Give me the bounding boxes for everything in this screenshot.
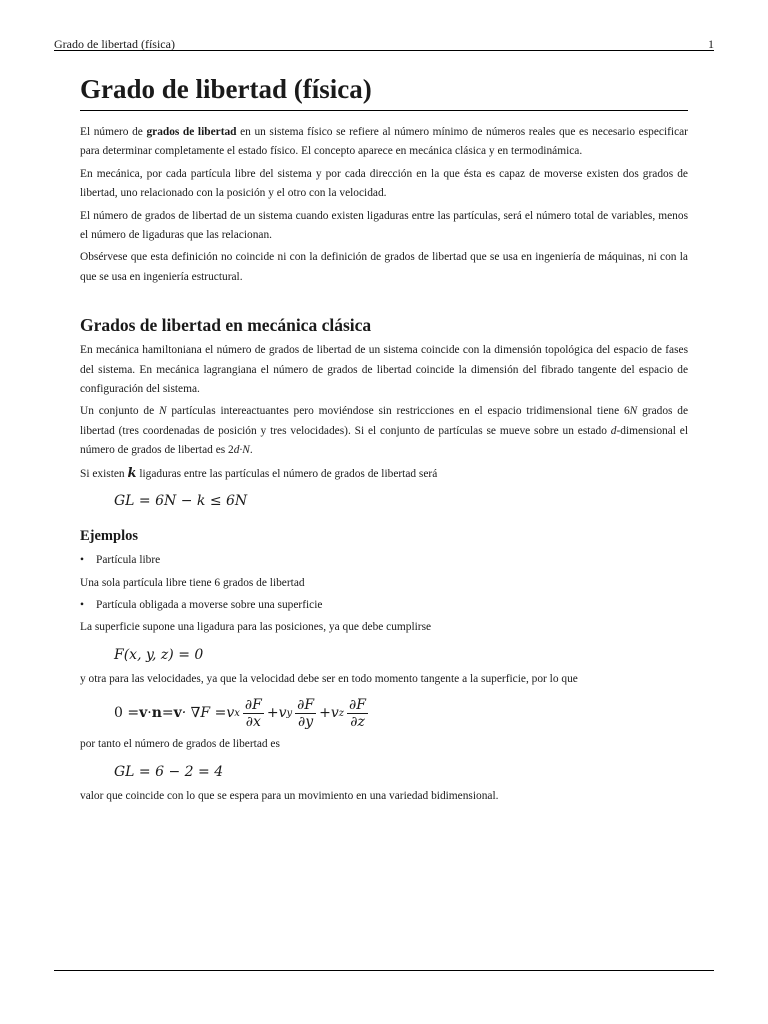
article-body [80, 72, 688, 809]
example-text-1: Una sola partícula libre tiene 6 grados de libertad [80, 576, 305, 589]
text: partículas intereactuantes pero moviéndose sin restricciones en el espacio tridimensional tiene 6 [166, 405, 630, 418]
example-text-4: por tanto el número de grados de libertad es [80, 738, 280, 751]
text: ligaduras entre las partículas el número de grados de libertad será [136, 467, 438, 480]
math-var: d [610, 424, 617, 437]
math-var: N [158, 405, 167, 418]
fraction-numerator: ∂F [244, 696, 262, 713]
bold-term: grados de libertad [146, 126, 237, 138]
eq-subscript: y [286, 707, 293, 719]
example-text-3: y otra para las velocidades, ya que la velocidad debe ser en todo momento tangente a la superficie, por lo que [80, 672, 578, 685]
example-text-2: La superficie supone una ligadura para las posiciones, ya que debe cumplirse [80, 621, 432, 634]
eq-term: n [151, 705, 162, 722]
math-var: d·N [233, 444, 250, 457]
eq-term: 0 = [114, 705, 140, 722]
header-rule [54, 50, 714, 51]
eq-term: + [266, 705, 279, 722]
section-paragraph-1: En mecánica hamiltoniana el número de grados de libertad de un sistema coincide con la dimensión topológica del espacio de fases del sistema. En mecánica lagrangiana el número de grados de libertad coincide la dimensión del fibrado tangente del espacio de configuración del sistema. [80, 344, 688, 396]
bullet-icon: • [80, 598, 84, 611]
text: grados de libertad (tres coordenadas de posición y tres velocidades). Si el conjunto de partículas se mueve sobre un estado [80, 405, 689, 437]
intro-paragraph-2: En mecánica, por cada partícula libre del sistema y por cada dirección en la que ésta es capaz de moverse existen dos grados de libertad, uno relacionado con la posición y el otro con la velocidad. [80, 167, 688, 200]
text: Un conjunto de [80, 405, 159, 418]
eq-term: v [226, 705, 235, 722]
section-paragraph-2 [80, 402, 688, 460]
equation-degrees-of-freedom: GL = 6N − k ≤ 6N [114, 493, 248, 510]
fraction-denominator: ∂x [245, 713, 261, 730]
equation-surface-constraint: F(x, y, z) = 0 [114, 646, 204, 663]
running-title: Grado de libertad (física) [54, 37, 175, 51]
eq-term: = [161, 705, 174, 722]
math-var: N [629, 405, 638, 418]
section-paragraph-3 [80, 464, 688, 484]
footer-rule [54, 970, 714, 971]
fraction-numerator: ∂F [349, 696, 366, 713]
intro-paragraph-1 [80, 123, 688, 162]
eq-term: · ∇F = [181, 705, 227, 722]
math-var: k [127, 465, 137, 481]
text: . [249, 444, 253, 457]
fraction-denominator: ∂z [350, 713, 365, 730]
page-number: 1 [708, 37, 714, 51]
fraction [347, 697, 368, 730]
intro-paragraph-3: El número de grados de libertad de un sistema cuando existen ligaduras entre las partículas, será el número total de variables, menos el número de ligaduras que las relacionan. [80, 209, 688, 242]
examples-heading: Ejemplos [80, 528, 138, 545]
bullet-icon: • [80, 554, 84, 567]
text: en un sistema físico se refiere al número mínimo de números reales que es necesario especificar para determinar completamente el estado físico. El concepto aparece en mecánica clásica y en termodinámica. [80, 126, 688, 158]
eq-term: + [319, 705, 331, 722]
list-item-label: Partícula obligada a moverse sobre una superficie [96, 598, 323, 611]
list-item-label: Partícula libre [96, 554, 161, 567]
eq-term: · [147, 705, 152, 722]
example-text-5: valor que coincide con lo que se espera para un movimiento en una variedad bidimensional. [80, 789, 499, 802]
fraction-denominator: ∂y [298, 713, 314, 730]
fraction [243, 697, 264, 730]
eq-subscript: z [338, 707, 345, 719]
intro-paragraph-4: Obsérvese que esta definición no coincide ni con la definición de grados de libertad que se usa en ingeniería de máquinas, ni con la que se usa en ingeniería estructural. [80, 251, 688, 283]
article-title: Grado de libertad (física) [80, 72, 688, 111]
list-item [80, 551, 688, 570]
equation-velocity-constraint [80, 693, 688, 733]
equation-result: GL = 6 − 2 = 4 [114, 763, 224, 780]
eq-term: v [139, 705, 148, 722]
eq-term: v [173, 705, 182, 722]
list-item [80, 596, 688, 615]
fraction [295, 697, 316, 730]
text: El número de [80, 126, 147, 138]
eq-term: v [330, 705, 339, 722]
section-heading: Grados de libertad en mecánica clásica [80, 315, 372, 336]
eq-term: v [278, 705, 287, 722]
text: Si existen [80, 467, 128, 480]
fraction-numerator: ∂F [297, 696, 315, 713]
eq-subscript: x [234, 707, 240, 719]
text: -dimensional el número de grados de libertad es 2 [80, 424, 688, 457]
